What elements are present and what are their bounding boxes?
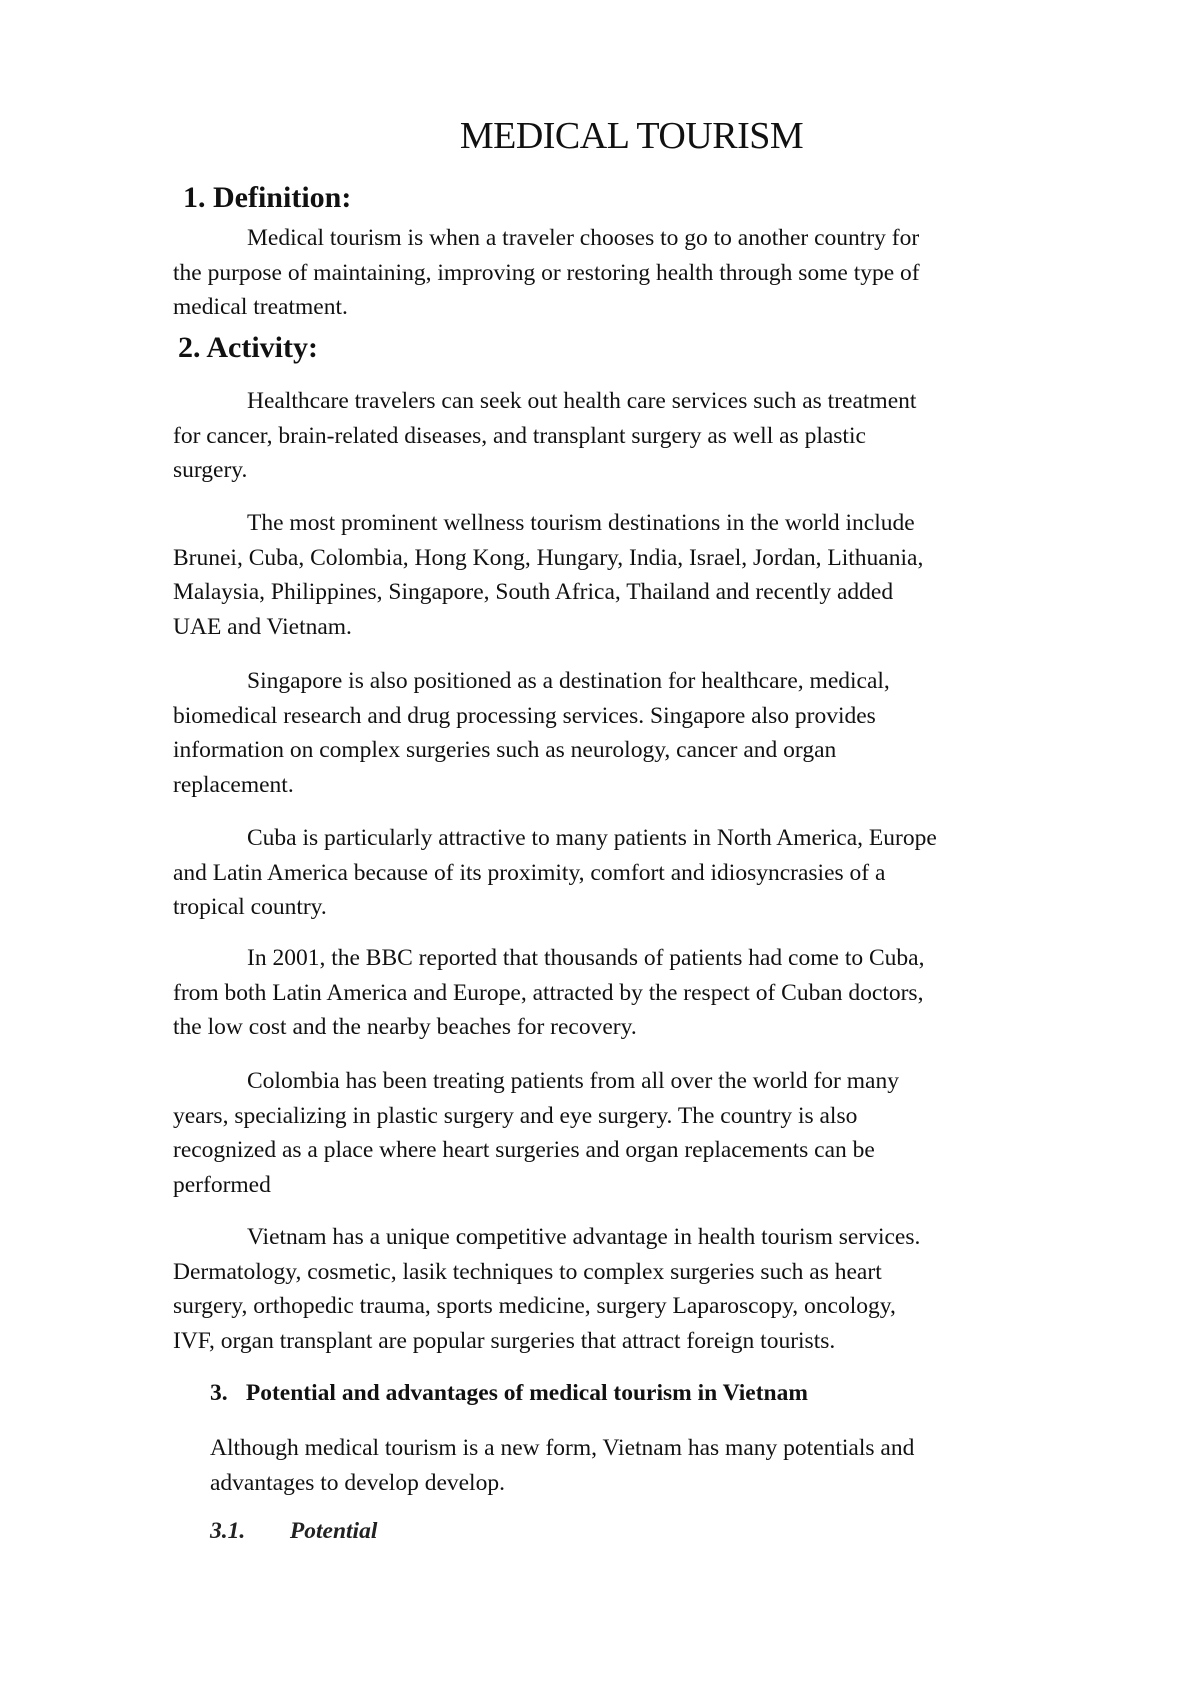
text-line: Brunei, Cuba, Colombia, Hong Kong, Hungary, India, Israel, Jordan, Lithuania, (173, 544, 924, 571)
text-line: Although medical tourism is a new form, Vietnam has many potentials and (210, 1435, 915, 1461)
text-line: Malaysia, Philippines, Singapore, South Africa, Thailand and recently added (173, 579, 894, 605)
text-line: years, specializing in plastic surgery and eye surgery. The country is also (173, 1102, 858, 1129)
paragraph-colombia (173, 1064, 1093, 1202)
text-line: tropical country. (173, 894, 327, 920)
text-line: UAE and Vietnam. (173, 613, 352, 640)
text-line: Vietnam has a unique competitive advantage in health tourism services. (247, 1224, 921, 1250)
text-line: information on complex surgeries such as neurology, cancer and organ (173, 737, 837, 763)
paragraph-activity-services (173, 384, 1093, 488)
document-title: MEDICAL TOURISM (459, 115, 804, 157)
subsection-heading-potential (210, 1514, 377, 1548)
subsection-number: 3.1. (210, 1518, 246, 1544)
text-line: the purpose of maintaining, improving or restoring health through some type of (173, 259, 920, 286)
text-line: for cancer, brain-related diseases, and transplant surgery as well as plastic (173, 422, 866, 449)
text-line: surgery, orthopedic trauma, sports medicine, surgery Laparoscopy, oncology, (173, 1293, 896, 1319)
section-heading-activity (178, 330, 318, 366)
text-line: The most prominent wellness tourism destinations in the world include (247, 510, 915, 536)
section-title: Potential and advantages of medical tourism in Vietnam (245, 1380, 808, 1406)
text-line: Cuba is particularly attractive to many patients in North America, Europe (247, 825, 937, 851)
subsection-title: Potential (289, 1518, 378, 1544)
paragraph-cuba (173, 821, 1093, 925)
paragraph-singapore (173, 664, 1093, 802)
paragraph-destinations (173, 506, 1093, 644)
section-title: Definition: (213, 181, 352, 214)
text-line: Singapore is also positioned as a destination for healthcare, medical, (247, 668, 890, 694)
text-line: performed (173, 1171, 271, 1198)
text-line: Medical tourism is when a traveler chooses to go to another country for (247, 225, 920, 251)
section-heading-definition (183, 180, 351, 216)
text-line: the low cost and the nearby beaches for recovery. (173, 1014, 637, 1040)
text-line: from both Latin America and Europe, attracted by the respect of Cuban doctors, (173, 979, 924, 1006)
section-heading-potential-advantages (210, 1376, 808, 1410)
text-line: biomedical research and drug processing services. Singapore also provides (173, 702, 876, 729)
text-line: IVF, organ transplant are popular surgeries that attract foreign tourists. (173, 1327, 836, 1354)
text-line: In 2001, the BBC reported that thousands of patients had come to Cuba, (247, 945, 925, 971)
paragraph-vietnam (173, 1220, 1093, 1358)
text-line: surgery. (173, 457, 248, 483)
text-line: Colombia has been treating patients from all over the world for many (247, 1068, 899, 1094)
text-line: medical treatment. (173, 294, 348, 320)
text-line: advantages to develop develop. (210, 1469, 505, 1496)
paragraph-bbc-report (173, 941, 1093, 1045)
text-line: and Latin America because of its proximity, comfort and idiosyncrasies of a (173, 859, 886, 886)
text-line: replacement. (173, 771, 294, 798)
text-line: recognized as a place where heart surgeries and organ replacements can be (173, 1137, 875, 1163)
paragraph-potential-intro (210, 1431, 1110, 1500)
section-number: 3. (210, 1380, 228, 1406)
text-line: Healthcare travelers can seek out health care services such as treatment (247, 388, 917, 414)
section-number: 1. (183, 181, 206, 214)
section-number: 2. (178, 331, 201, 364)
text-line: Dermatology, cosmetic, lasik techniques to complex surgeries such as heart (173, 1258, 882, 1285)
section-title: Activity: (206, 331, 318, 364)
paragraph-definition (173, 221, 1093, 325)
